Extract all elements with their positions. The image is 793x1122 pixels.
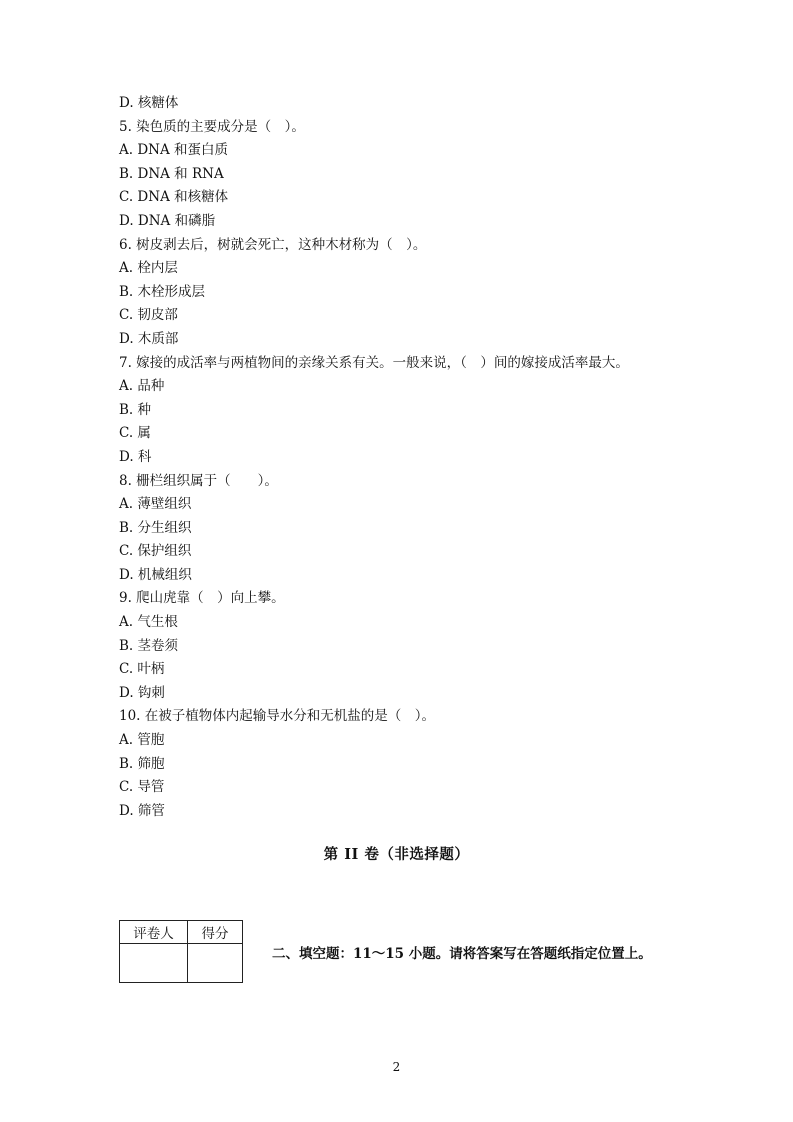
question-7: 7. 嫁接的成活率与两植物间的亲缘关系有关。一般来说，（ ）间的嫁接成活率最大。 bbox=[119, 354, 629, 371]
question-10: 10. 在被子植物体内起输导水分和无机盐的是（ ）。 bbox=[119, 708, 436, 725]
option-9d: D. 钩刺 bbox=[119, 684, 165, 701]
option-6c: C. 韧皮部 bbox=[119, 307, 178, 324]
option-7d: D. 科 bbox=[119, 448, 152, 465]
option-5b: B. DNA 和 RNA bbox=[119, 165, 224, 182]
option-8d: D. 机械组织 bbox=[119, 566, 192, 583]
option-6d: D. 木质部 bbox=[119, 330, 179, 347]
option-7b: B. 种 bbox=[119, 401, 152, 418]
score-table bbox=[119, 920, 243, 983]
option-5d: D. DNA 和磷脂 bbox=[119, 212, 216, 229]
option-5c: C. DNA 和核糖体 bbox=[119, 189, 229, 206]
question-9: 9. 爬山虎靠（ ）向上攀。 bbox=[119, 590, 285, 607]
option-8c: C. 保护组织 bbox=[119, 543, 192, 560]
option-10a: A. 管胞 bbox=[119, 732, 165, 749]
question-8: 8. 栅栏组织属于（ ）。 bbox=[119, 472, 278, 489]
grader-header: 评卷人 bbox=[120, 921, 188, 944]
question-5: 5. 染色质的主要成分是（ ）。 bbox=[119, 118, 305, 135]
score-header: 得分 bbox=[188, 921, 243, 944]
option-5a: A. DNA 和蛋白质 bbox=[119, 142, 229, 159]
page-number: 2 bbox=[392, 1060, 401, 1074]
option-7c: C. 属 bbox=[119, 425, 151, 442]
option-4d: D. 核糖体 bbox=[119, 95, 179, 111]
question-list bbox=[119, 92, 739, 823]
option-6b: B. 木栓形成层 bbox=[119, 283, 206, 300]
section-title: 第 II 卷（非选择题） bbox=[323, 846, 470, 863]
option-8a: A. 薄壁组织 bbox=[119, 496, 192, 513]
option-9b: B. 茎卷须 bbox=[119, 637, 179, 654]
option-10c: C. 导管 bbox=[119, 779, 165, 796]
option-9a: A. 气生根 bbox=[119, 614, 178, 631]
grader-cell bbox=[120, 944, 188, 983]
option-10b: B. 筛胞 bbox=[119, 755, 165, 772]
option-8b: B. 分生组织 bbox=[119, 519, 192, 536]
option-10d: D. 筛管 bbox=[119, 802, 165, 819]
option-6a: A. 栓内层 bbox=[119, 260, 178, 277]
option-7a: A. 品种 bbox=[119, 378, 165, 395]
fill-in-instruction: 二、填空题：11～15 小题。请将答案写在答题纸指定位置上。 bbox=[272, 946, 652, 962]
score-cell bbox=[188, 944, 243, 983]
question-6: 6. 树皮剥去后，树就会死亡，这种木材称为（ ）。 bbox=[119, 236, 427, 253]
option-9c: C. 叶柄 bbox=[119, 661, 165, 678]
